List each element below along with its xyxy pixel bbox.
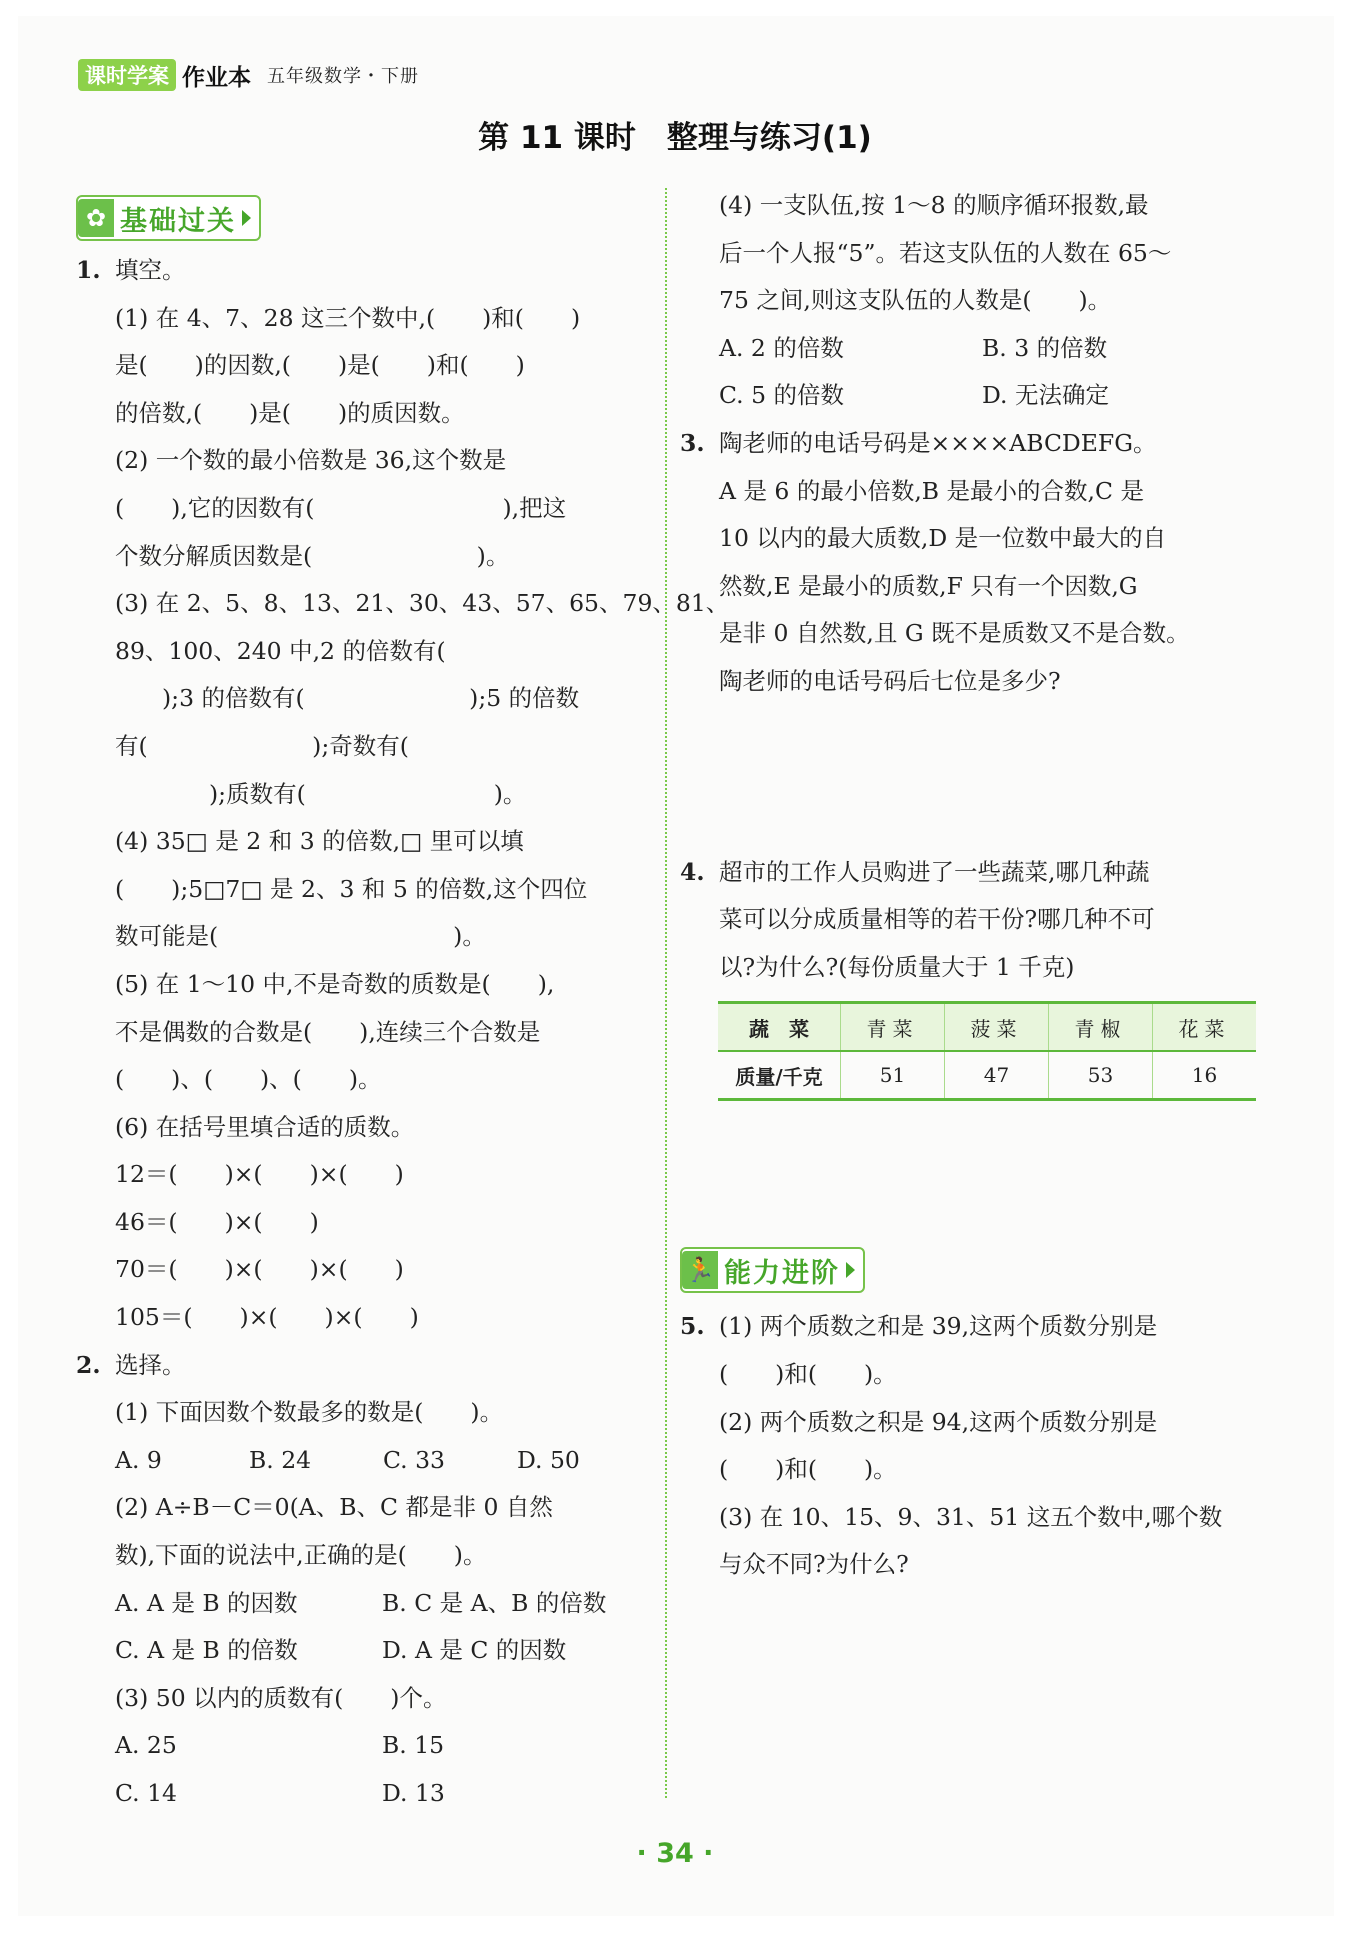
q2-options <box>76 1437 646 1485</box>
q5-line: (1) 两个质数之和是 39,这两个质数分别是 <box>719 1312 1158 1341</box>
option: B. C 是 A、B 的倍数 <box>382 1588 607 1617</box>
q2-line: (3) 50 以内的质数有( )个。 <box>115 1683 447 1712</box>
table-cell: 青椒 <box>1049 1003 1153 1052</box>
q2-line: (1) 下面因数个数最多的数是( )。 <box>115 1398 504 1427</box>
q2-options <box>76 1627 646 1675</box>
question-5 <box>680 1303 1260 1589</box>
option: C. 14 <box>115 1779 177 1807</box>
running-person-icon: 🏃 <box>682 1251 718 1289</box>
option: D. 50 <box>517 1445 580 1474</box>
question-number: 4. <box>680 857 705 886</box>
play-arrow-icon <box>846 1262 855 1278</box>
right-column <box>680 182 1260 1589</box>
q1-line: 个数分解质因数是( )。 <box>115 541 510 570</box>
option: A. A 是 B 的因数 <box>115 1588 298 1617</box>
q3-line: 10 以内的最大质数,D 是一位数中最大的自 <box>719 524 1167 553</box>
q2-options <box>76 1770 646 1818</box>
brand-logo: 课时学案 <box>78 59 176 91</box>
q5-line: (3) 在 10、15、9、31、51 这五个数中,哪个数 <box>719 1502 1223 1531</box>
q1-line: (4) 35□ 是 2 和 3 的倍数,□ 里可以填 <box>115 827 524 856</box>
q1-line: (6) 在括号里填合适的质数。 <box>115 1112 415 1141</box>
table-cell: 花菜 <box>1153 1003 1257 1052</box>
q5-line: ( )和( )。 <box>719 1455 897 1484</box>
question-1 <box>76 247 730 1342</box>
q3-line: 陶老师的电话号码后七位是多少? <box>719 666 1061 695</box>
q1-line: ( )、( )、( )。 <box>115 1065 382 1094</box>
q3-line: 是非 0 自然数,且 G 既不是质数又不是合数。 <box>719 619 1190 648</box>
book-subtitle: 五年级数学・下册 <box>267 66 419 87</box>
q2-line: (4) 一支队伍,按 1～8 的顺序循环报数,最 <box>719 191 1149 219</box>
vegetable-table <box>718 1001 1256 1101</box>
q2-options <box>76 1722 646 1770</box>
q1-line: ( ),它的因数有( ),把这 <box>115 493 567 522</box>
table-header: 质量/千克 <box>718 1051 841 1100</box>
option: C. 33 <box>383 1445 445 1474</box>
table-cell: 16 <box>1153 1051 1257 1100</box>
table-cell: 53 <box>1049 1051 1153 1100</box>
page-number: · 34 · <box>636 1838 714 1869</box>
q2-options <box>76 1580 646 1628</box>
question-number: 1. <box>76 256 101 284</box>
q1-line: 46＝( )×( ) <box>115 1207 319 1236</box>
q1-line: ( );5□7□ 是 2、3 和 5 的倍数,这个四位 <box>115 874 588 903</box>
option: C. A 是 B 的倍数 <box>115 1636 298 1665</box>
q3-line: 陶老师的电话号码是××××ABCDEFG。 <box>719 428 1157 457</box>
brand-name: 作业本 <box>182 64 251 91</box>
option: B. 15 <box>382 1731 445 1760</box>
option: A. 25 <box>115 1731 177 1760</box>
q5-line: 与众不同?为什么? <box>719 1550 909 1579</box>
page-title: 第 11 课时 整理与练习(1) <box>478 120 872 156</box>
q1-line: );3 的倍数有( );5 的倍数 <box>115 684 580 713</box>
option: B. 24 <box>249 1445 312 1474</box>
q2-line: 后一个人报“5”。若这支队伍的人数在 65～ <box>719 238 1172 267</box>
q1-line: 70＝( )×( )×( ) <box>115 1255 404 1284</box>
question-2 <box>76 1342 646 1818</box>
option: B. 3 的倍数 <box>982 333 1108 362</box>
section-label: 基础过关 <box>120 205 236 237</box>
q1-line: 12＝( )×( )×( ) <box>115 1160 404 1189</box>
q1-line: 105＝( )×( )×( ) <box>115 1303 419 1332</box>
q2-options <box>680 325 1260 373</box>
table-row <box>718 1003 1256 1052</box>
q5-line: (2) 两个质数之积是 94,这两个质数分别是 <box>719 1407 1158 1436</box>
section-basic <box>76 195 261 241</box>
option: A. 2 的倍数 <box>719 333 844 362</box>
table-row <box>718 1051 1256 1100</box>
question-label: 选择。 <box>115 1350 186 1379</box>
play-arrow-icon <box>242 210 251 226</box>
q5-line: ( )和( )。 <box>719 1359 897 1388</box>
q4-line: 以?为什么?(每份质量大于 1 千克) <box>719 952 1075 981</box>
q2-line: 数),下面的说法中,正确的是( )。 <box>115 1541 487 1570</box>
question-3 <box>680 420 1260 706</box>
q1-line: 数可能是( )。 <box>115 922 486 951</box>
question-number: 5. <box>680 1312 705 1341</box>
q1-line: );质数有( )。 <box>115 779 527 808</box>
option: D. 13 <box>382 1779 445 1807</box>
q3-line: A 是 6 的最小倍数,B 是最小的合数,C 是 <box>719 476 1144 505</box>
q3-line: 然数,E 是最小的质数,F 只有一个因数,G <box>719 571 1138 600</box>
q1-line: 有( );奇数有( <box>115 731 409 760</box>
column-divider <box>665 188 667 1798</box>
section-advanced <box>680 1247 865 1293</box>
table-header: 蔬 菜 <box>718 1003 841 1052</box>
q1-line: (5) 在 1～10 中,不是奇数的质数是( ), <box>115 969 555 998</box>
option: C. 5 的倍数 <box>719 381 845 410</box>
option: D. A 是 C 的因数 <box>382 1636 567 1665</box>
table-cell: 青菜 <box>841 1003 945 1052</box>
q1-line: 不是偶数的合数是( ),连续三个合数是 <box>115 1017 541 1046</box>
option: A. 9 <box>115 1445 162 1474</box>
table-cell: 菠菜 <box>945 1003 1049 1052</box>
q1-line: (2) 一个数的最小倍数是 36,这个数是 <box>115 446 507 475</box>
q4-line: 菜可以分成质量相等的若干份?哪几种不可 <box>719 905 1155 934</box>
q1-line: 的倍数,( )是( )的质因数。 <box>115 398 465 427</box>
question-number: 3. <box>680 428 705 457</box>
q1-line: (3) 在 2、5、8、13、21、30、43、57、65、79、81、 <box>115 589 730 618</box>
option: D. 无法确定 <box>982 381 1109 410</box>
q1-line: 89、100、240 中,2 的倍数有( <box>115 636 446 665</box>
book-header <box>78 58 419 92</box>
q4-line: 超市的工作人员购进了一些蔬菜,哪几种蔬 <box>719 857 1150 886</box>
left-column <box>76 195 730 1818</box>
q1-line: (1) 在 4、7、28 这三个数中,( )和( ) <box>115 303 581 332</box>
table-cell: 51 <box>841 1051 945 1100</box>
q2-options <box>680 372 1260 420</box>
q1-line: 是( )的因数,( )是( )和( ) <box>115 351 525 380</box>
question-label: 填空。 <box>115 256 186 284</box>
question-4 <box>680 849 1260 1102</box>
question-number: 2. <box>76 1350 101 1379</box>
q2-line: 75 之间,则这支队伍的人数是( )。 <box>719 286 1112 315</box>
question-2-continued <box>680 182 1260 420</box>
table-cell: 47 <box>945 1051 1049 1100</box>
gear-icon: ✿ <box>78 199 114 237</box>
section-label: 能力进阶 <box>724 1257 840 1289</box>
q2-line: (2) A÷B－C＝0(A、B、C 都是非 0 自然 <box>115 1493 553 1522</box>
